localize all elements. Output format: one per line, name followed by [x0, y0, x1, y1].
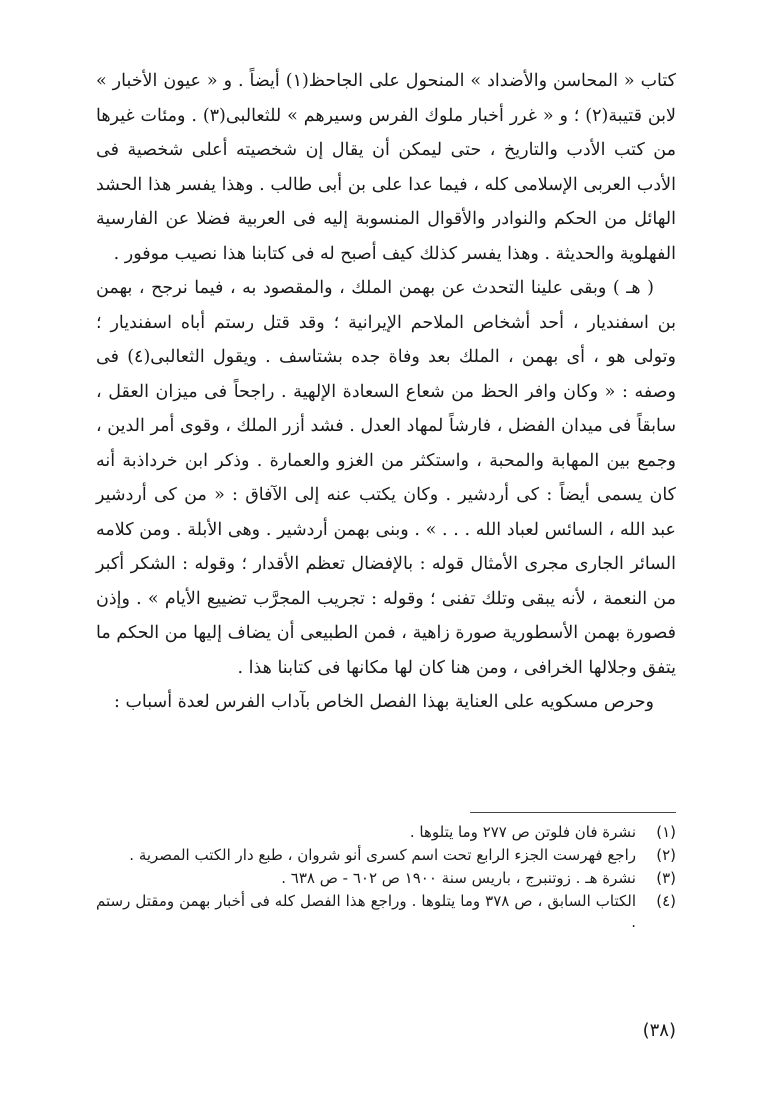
footnote-number: (١) — [656, 823, 676, 841]
footnote-text: راجع فهرست الجزء الرابع تحت اسم كسرى أنو شروان ، طبع دار الكتب المصرية . — [129, 846, 636, 864]
footnote-number: (٢) — [656, 846, 676, 864]
page-number: (٣٨) — [642, 1020, 676, 1041]
footnote-3 — [96, 868, 676, 889]
footnote-text: نشرة هـ . زوتنبرج ، باريس سنة ١٩٠٠ ص ٦٠٢ - ص ٦٣٨ . — [281, 869, 636, 887]
paragraph-2: ( هـ ) وبقى علينا التحدث عن بهمن الملك ، والمقصود به ، فيما نرجح ، بهمن بن اسفنديار ، أحد أشخاص الملاحم الإيرانية ؛ وقد قتل رستم أباه اسفنديار ؛ وتولى هو ، أى بهمن ، الملك بعد وفاة جده بشتاسف . ويقول الثعالبى(٤) فى وصفه : « وكان وافر الحظ من شعاع السعادة الإلهية . راجحاً فى ميزان العقل ، سابقاً فى ميدان الفضل ، فارشاً لمهاد العدل . فشد أزر الملك ، وقوى أمر الدين ، وجمع بين المهابة والمحبة ، واستكثر من الغزو والعمارة . وذكر ابن خرداذبة أنه كان يسمى أيضاً : كى أردشير . وكان يكتب عنه إلى الآفاق : « من كى أردشير عبد الله ، السائس لعباد الله . . . » . وبنى بهمن أردشير . وهى الأبلة . ومن كلامه السائر الجارى مجرى الأمثال قوله : بالإفضال تعظم الأقدار ؛ وقوله : الشكر أكبر من النعمة ، لأنه يبقى وتلك تفنى ؛ وقوله : تجريب المجرَّب تضييع الأيام » . وإذن فصورة بهمن الأسطورية صورة زاهية ، فمن الطبيعى أن يضاف إليها من الحكم ما يتفق وجلالها الخرافى ، ومن هنا كان لها مكانها فى كتابنا هذا . — [96, 278, 676, 678]
paragraph-1: كتاب « المحاسن والأضداد » المنحول على الجاحظ(١) أيضاً . و « عيون الأخبار » لابن قتيبة(٢) ؛ و « غرر أخبار ملوك الفرس وسيرهم » للثعالبى(٣) . ومئات غيرها من كتب الأدب والتاريخ ، حتى ليمكن أن يقال إن شخصيته أعلى شخصية فى الأدب العربى الإسلامى كله ، فيما عدا على بن أبى طالب . وهذا يفسر هذا الحشد الهائل من الحكم والنوادر والأقوال المنسوبة إليه فى العربية فضلا عن الفارسية الفهلوية والحديثة . وهذا يفسر كذلك كيف أصبح له فى كتابنا هذا نصيب موفور . — [96, 71, 677, 264]
footnote-number: (٣) — [656, 869, 676, 887]
footnote-2 — [96, 845, 676, 866]
footnote-number: (٤) — [656, 892, 676, 910]
main-text — [96, 64, 676, 720]
footnote-4 — [96, 891, 676, 933]
footnote-text: الكتاب السابق ، ص ٣٧٨ وما يتلوها . وراجع هذا الفصل كله فى أخبار بهمن ومقتل رستم . — [96, 892, 636, 931]
footnote-1 — [96, 822, 676, 843]
footnotes — [96, 822, 676, 935]
footnote-text: نشرة فان فلوتن ص ٢٧٧ وما يتلوها . — [409, 823, 636, 841]
paragraph-3: وحرص مسكويه على العناية بهذا الفصل الخاص بآداب الفرس لعدة أسباب : — [113, 692, 654, 712]
footnote-divider — [470, 812, 676, 813]
